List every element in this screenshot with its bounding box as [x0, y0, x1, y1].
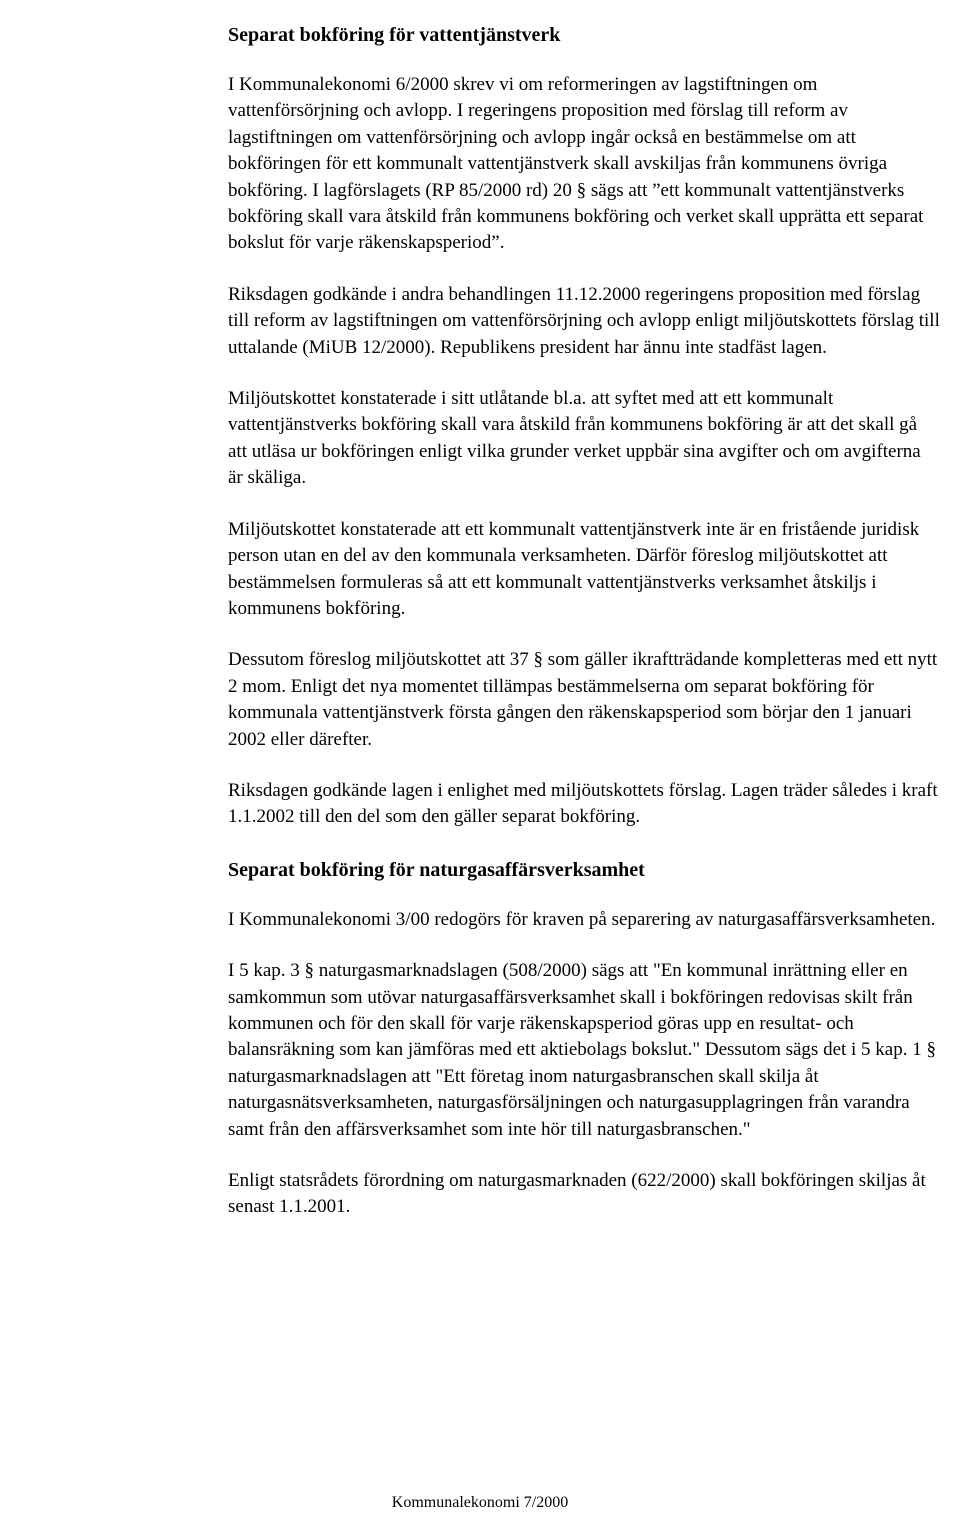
paragraph: I 5 kap. 3 § naturgasmarknadslagen (508/2000) sägs att "En kommunal inrättning eller en samkommun som utövar naturgasaffärsverksamhet skall i bokföringen redovisas skilt från kommunen och för den skall för varje räkenskapsperiod göras upp en resultat- och balansräkning som kan jämföras med ett aktiebolags bokslut." Dessutom sägs det i 5 kap. 1 § naturgasmarknadslagen att "Ett företag inom naturgasbranschen skall skilja åt naturgasnätsverksamheten, naturgasförsäljningen och naturgasupplagringen från varandra samt från den affärsverksamhet som inte hör till naturgasbranschen.": [228, 960, 936, 1140]
paragraph: Riksdagen godkände lagen i enlighet med miljöutskottets förslag. Lagen träder således i kraft 1.1.2002 till den del som den gäller separat bokföring.: [228, 779, 938, 828]
paragraph: I Kommunalekonomi 6/2000 skrev vi om reformeringen av lagstiftningen om vattenförsörjning och avlopp. I regeringens proposition med förslag till reform av lagstiftningen om vattenförsörjning och avlopp ingår också en bestämmelse om att bokföringen för ett kommunalt vattentjänstverk skall avskiljas från kommunens övriga bokföring. I lagförslagets (RP 85/2000 rd) 20 § sägs att ”ett kommunalt vattentjänstverks bokföring skall vara åtskild från kommunens bokföring och verket skall upprätta ett separat bokslut för varje räkenskapsperiod”.: [228, 74, 924, 254]
section-heading-water-utility: Separat bokföring för vattentjänstverk: [228, 24, 561, 46]
paragraph: Dessutom föreslog miljöutskottet att 37 § som gäller ikraftträdande kompletteras med ett nytt 2 mom. Enligt det nya momentet tillämpas bestämmelserna om separat bokföring för kommunala vattentjänstverk första gången den räkenskapsperiod som börjar den 1 januari 2002 eller därefter.: [228, 649, 938, 750]
paragraph: Miljöutskottet konstaterade att ett kommunalt vattentjänstverk inte är en fristående juridisk person utan en del av den kommunala verksamheten. Därför föreslog miljöutskottet att bestämmelsen formuleras så att ett kommunalt vattentjänstverks verksamhet åtskiljs i kommunens bokföring.: [228, 518, 920, 619]
document-page: [228, 22, 940, 1246]
paragraph: I Kommunalekonomi 3/00 redogörs för kraven på separering av naturgasaffärsverksamheten.: [228, 908, 936, 930]
page-footer: Kommunalekonomi 7/2000: [391, 1494, 569, 1511]
section-heading-natural-gas: Separat bokföring för naturgasaffärsverksamhet: [228, 858, 645, 881]
paragraph: Miljöutskottet konstaterade i sitt utlåtande bl.a. att syftet med att ett kommunalt vattentjänstverks bokföring skall vara åtskild från kommunens bokföring är att det skall gå att utläsa ur bokföringen enligt vilka grunder verket uppbär sina avgifter och om avgifterna är skäliga.: [228, 388, 921, 489]
paragraph: Riksdagen godkände i andra behandlingen 11.12.2000 regeringens proposition med förslag till reform av lagstiftningen om vattenförsörjning och avlopp enligt miljöutskottets förslag till uttalande (MiUB 12/2000). Republikens president har ännu inte stadfäst lagen.: [228, 283, 940, 358]
paragraph: Enligt statsrådets förordning om naturgasmarknaden (622/2000) skall bokföringen skiljas åt senast 1.1.2001.: [228, 1170, 926, 1218]
